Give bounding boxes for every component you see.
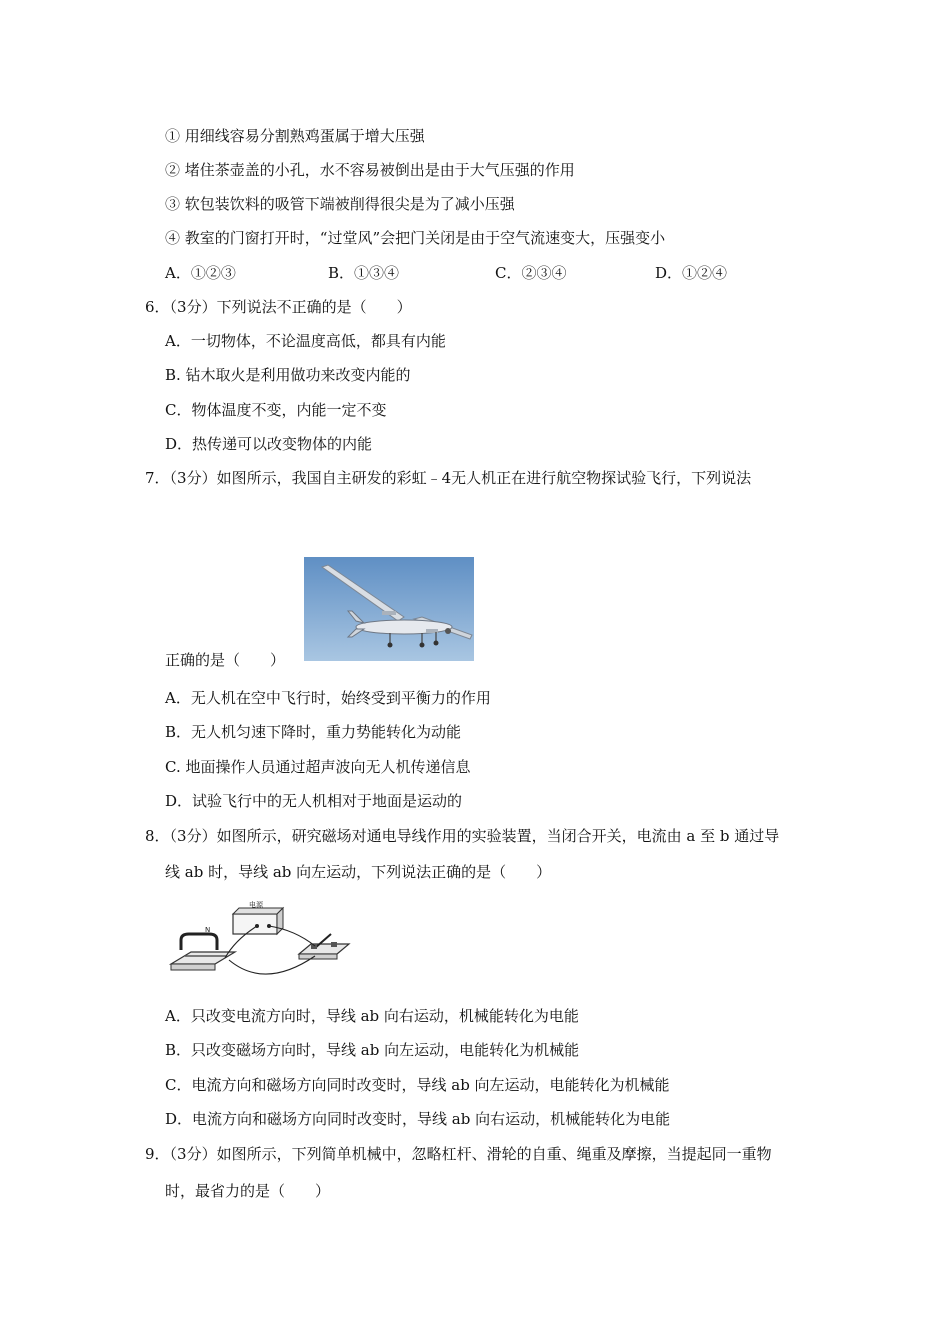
q6-option-c: C．物体温度不变，内能一定不变: [165, 401, 387, 419]
q7-option-c: C. 地面操作人员通过超声波向无人机传递信息: [165, 758, 471, 776]
q5-item-3: ③ 软包装饮料的吸管下端被削得很尖是为了减小压强: [165, 195, 515, 213]
magnet-circuit-diagram: [165, 900, 355, 985]
q7-stem-cont: 正确的是（ ）: [165, 651, 286, 669]
q5-option-b: B．①③④: [328, 264, 400, 282]
power-supply-label: 电源: [249, 901, 263, 909]
q5-item-2: ② 堵住茶壶盖的小孔，水不容易被倒出是由于大气压强的作用: [165, 161, 575, 179]
q5-option-d: D．①②④: [655, 264, 728, 282]
q7-option-a: A．无人机在空中飞行时，始终受到平衡力的作用: [165, 689, 491, 707]
q5-option-c: C．②③④: [495, 264, 567, 282]
q7-stem: 7．（3分）如图所示，我国自主研发的彩虹﹣4无人机正在进行航空物探试验飞行，下列说法: [145, 469, 752, 487]
q8-option-d: D．电流方向和磁场方向同时改变时，导线 ab 向右运动，机械能转化为电能: [165, 1110, 671, 1128]
q8-stem-cont: 线 ab 时，导线 ab 向左运动，下列说法正确的是（ ）: [165, 863, 552, 881]
q7-option-b: B．无人机匀速下降时，重力势能转化为动能: [165, 723, 462, 741]
q8-option-b: B．只改变磁场方向时，导线 ab 向左运动，电能转化为机械能: [165, 1041, 580, 1059]
drone-photo: [304, 557, 474, 661]
q6-option-a: A．一切物体，不论温度高低，都具有内能: [165, 332, 446, 350]
q9-stem: 9．（3分）如图所示，下列简单机械中，忽略杠杆、滑轮的自重、绳重及摩擦，当提起同一重物: [145, 1145, 772, 1163]
q7-option-d: D．试验飞行中的无人机相对于地面是运动的: [165, 792, 463, 810]
q8-stem: 8．（3分）如图所示，研究磁场对通电导线作用的实验装置，当闭合开关，电流由 a 至 b 通过导: [145, 827, 780, 845]
q5-item-4: ④ 教室的门窗打开时，“过堂风”会把门关闭是由于空气流速变大，压强变小: [165, 229, 666, 247]
q5-item-1: ① 用细线容易分割熟鸡蛋属于增大压强: [165, 127, 425, 145]
q6-option-d: D．热传递可以改变物体的内能: [165, 435, 373, 453]
q6-option-b: B. 钻木取火是利用做功来改变内能的: [165, 366, 411, 384]
q8-option-a: A．只改变电流方向时，导线 ab 向右运动，机械能转化为电能: [165, 1007, 579, 1025]
q9-stem-cont: 时，最省力的是（ ）: [165, 1182, 331, 1200]
q8-option-c: C．电流方向和磁场方向同时改变时，导线 ab 向左运动，电能转化为机械能: [165, 1076, 670, 1094]
north-pole-label: N: [205, 926, 211, 934]
q6-stem: 6．（3分）下列说法不正确的是（ ）: [145, 298, 412, 316]
q5-option-a: A．①②③: [165, 264, 236, 282]
